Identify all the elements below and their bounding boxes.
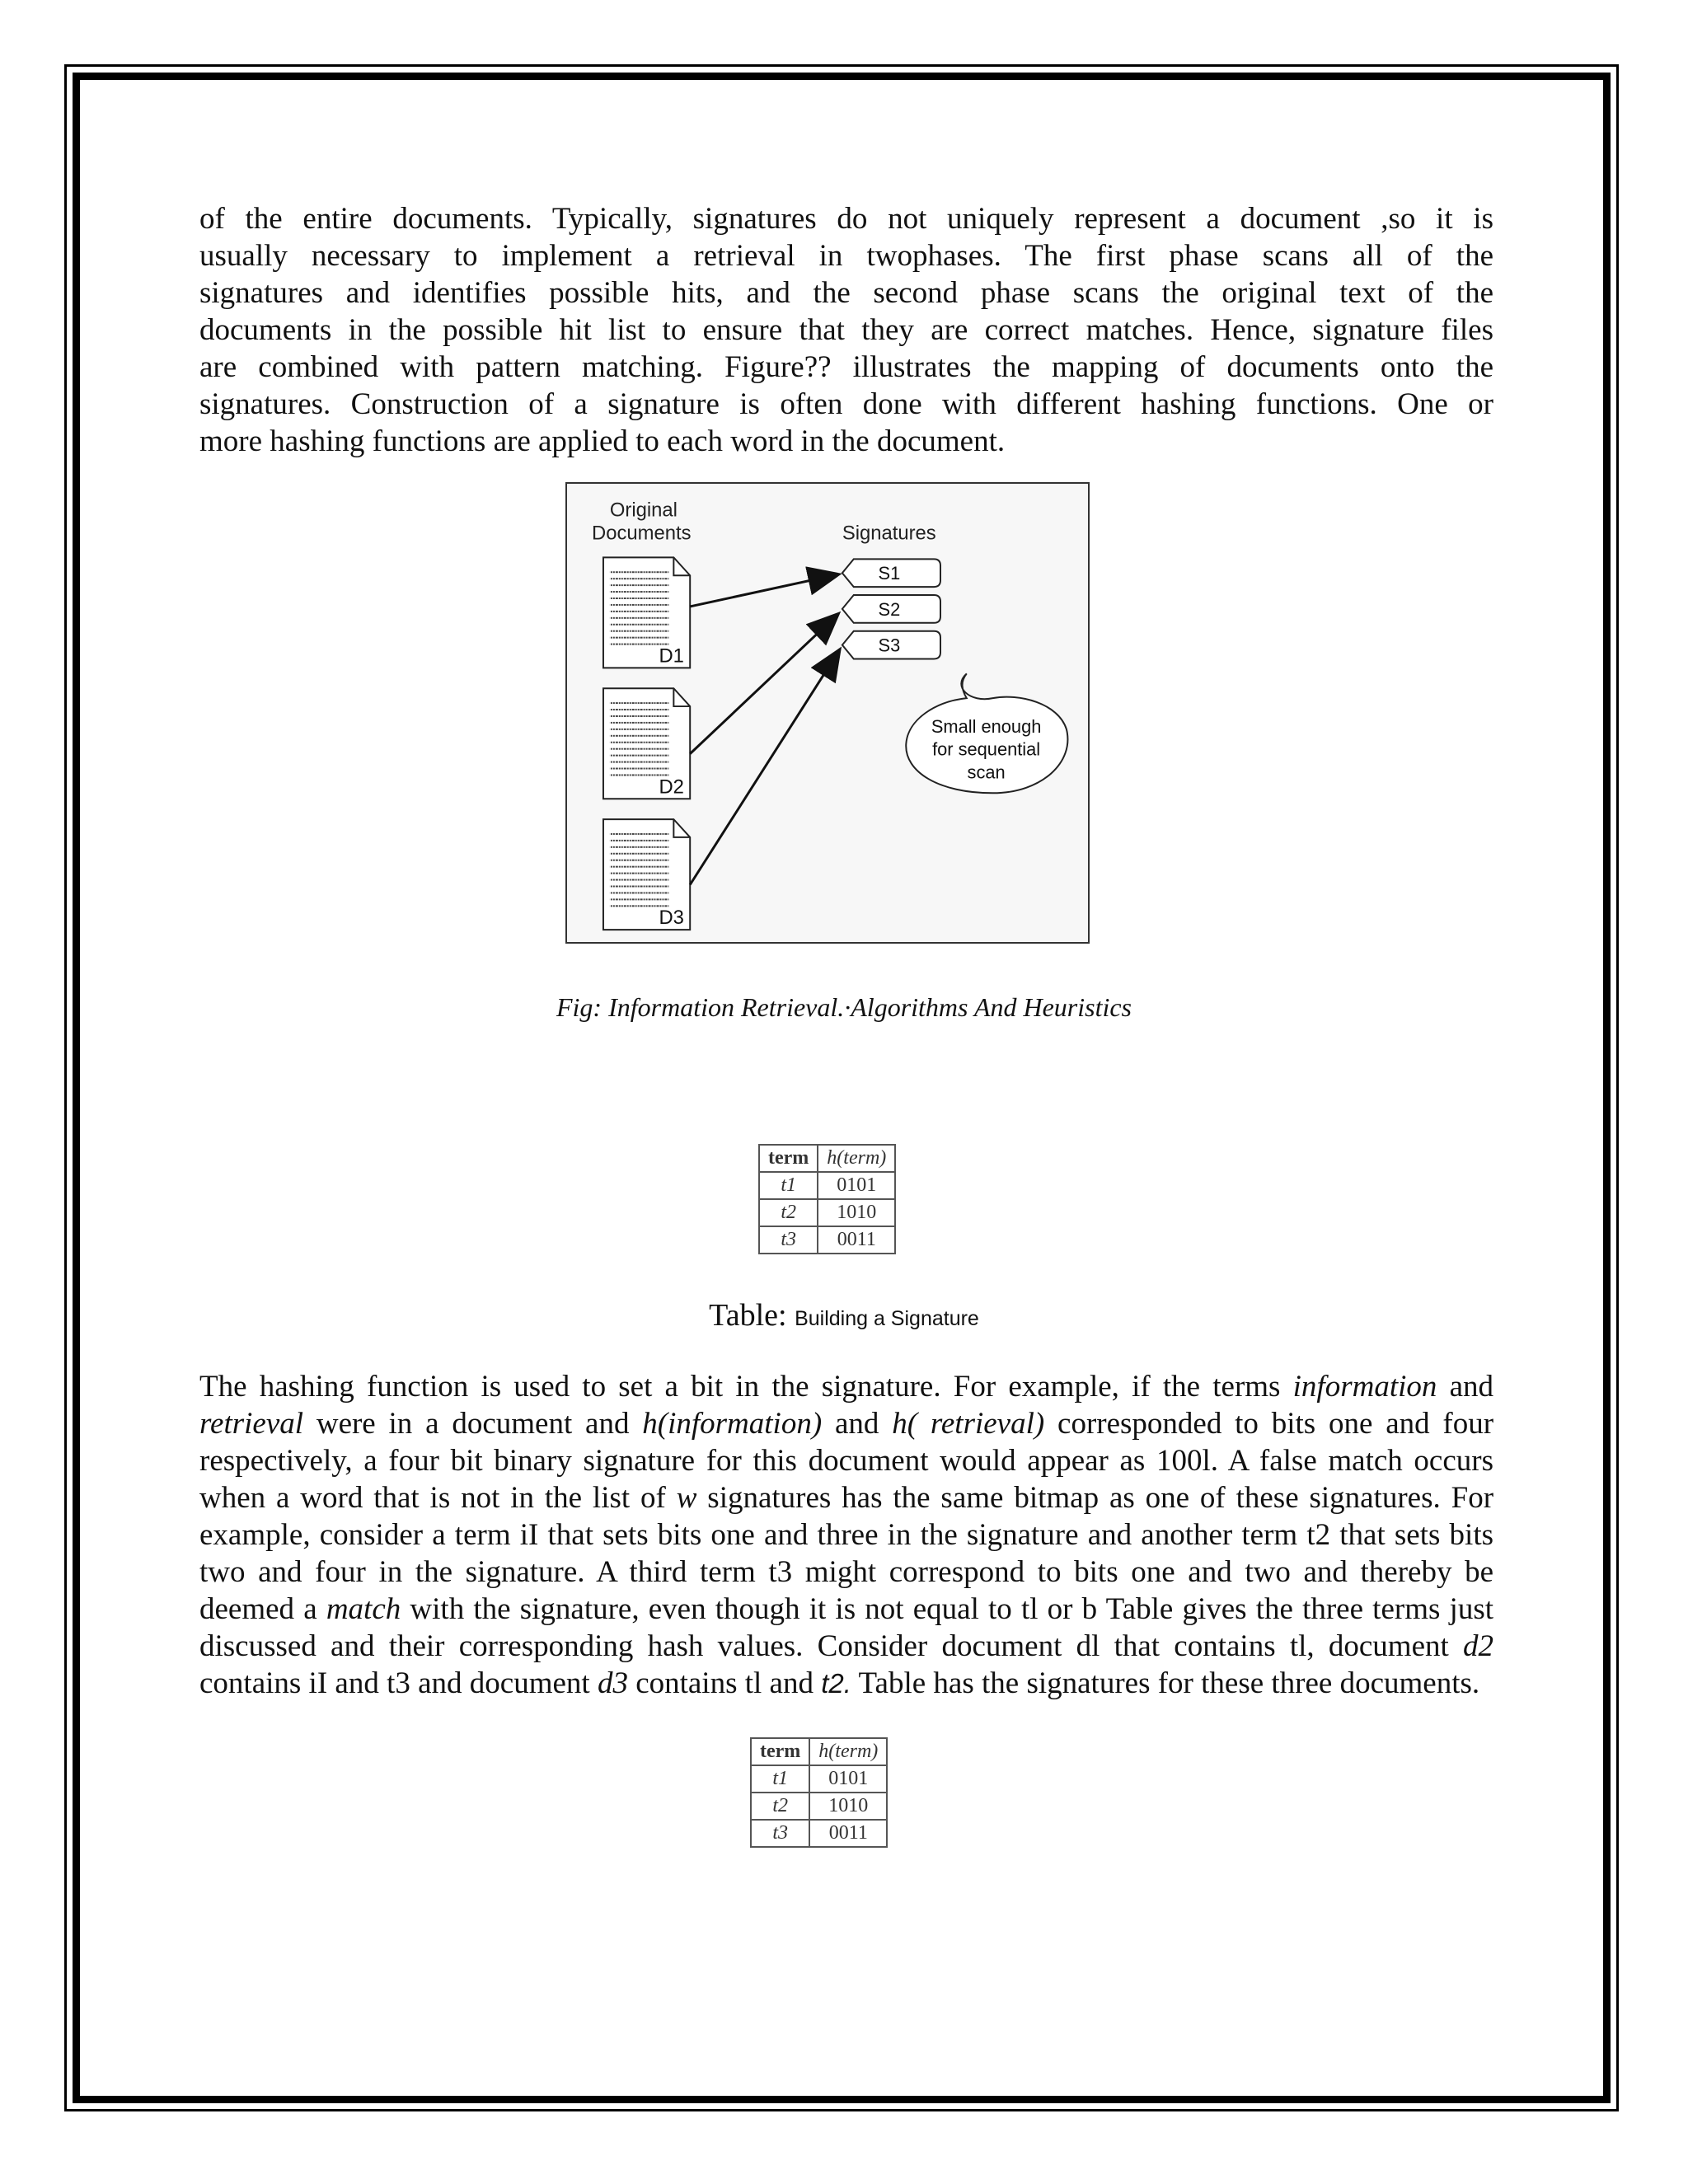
doc-label-d2: D2: [659, 776, 684, 799]
signature-box-s1: [842, 559, 940, 587]
arrow-d1-s1: [690, 574, 837, 607]
text-line: of the entire documents. Typically, signatures do not uniquely represent a document ,so it is: [199, 202, 1493, 236]
text-line: contains iI and t3 and document d3 contains tl and t2. Table has the signatures for these three documents.: [199, 1666, 1480, 1700]
table-cell: 0011: [809, 1820, 887, 1847]
text-line: documents in the possible hit list to ensure that they are correct matches. Hence, signature files: [199, 313, 1493, 347]
hash-table-1: [758, 1144, 896, 1254]
arrow-d3-s3: [690, 651, 839, 885]
text-line: are combined with pattern matching. Figure?? illustrates the mapping of documents onto the: [199, 350, 1493, 384]
text-line: usually necessary to implement a retrieval in twophases. The first phase scans all of the: [199, 239, 1493, 273]
signature-box-s3: [842, 631, 940, 659]
table-caption-prefix: Table:: [709, 1298, 787, 1333]
signature-mapping-figure: [565, 482, 1090, 944]
hash-table-2: [750, 1737, 888, 1848]
text-line: deemed a match with the signature, even though it is not equal to tl or b Table gives the three terms just: [199, 1592, 1494, 1626]
figure-heading-documents: Documents: [592, 522, 692, 545]
table-row: [751, 1793, 887, 1820]
table-header-row: [759, 1145, 895, 1172]
table-header-term: term: [759, 1145, 818, 1172]
text-line: retrieval were in a document and h(information) and h( retrieval) corresponded to bits one and four: [199, 1407, 1494, 1441]
table-row: [759, 1199, 895, 1226]
table-header-term: term: [751, 1738, 809, 1765]
table-caption-title: Building a Signature: [795, 1307, 979, 1330]
table-header-row: [751, 1738, 887, 1765]
paragraph-hashing: [199, 1368, 1493, 1702]
table-cell: t1: [751, 1765, 809, 1793]
bubble-line-2: for sequential: [932, 738, 1041, 760]
sig-label-s3: S3: [878, 635, 901, 656]
document-icon-d2: [603, 688, 690, 799]
table-cell: t3: [751, 1820, 809, 1847]
sig-label-s1: S1: [878, 563, 901, 584]
doc-label-d3: D3: [659, 907, 684, 930]
table-cell: 1010: [809, 1793, 887, 1820]
sig-label-s2: S2: [878, 598, 901, 620]
figure-caption: Fig: Information Retrieval.·Algorithms And Heuristics: [556, 992, 1132, 1022]
table-cell: t2: [751, 1793, 809, 1820]
callout-bubble: [906, 673, 1067, 793]
signature-box-s2: [842, 595, 940, 623]
doc-label-d1: D1: [659, 644, 684, 668]
text-line: example, consider a term iI that sets bits one and three in the signature and another term t2 that sets bits: [199, 1518, 1493, 1552]
paragraph-intro: [199, 200, 1493, 460]
text-line: signatures. Construction of a signature is often done with different hashing functions. One or: [199, 387, 1493, 421]
table-cell: 0101: [809, 1765, 887, 1793]
table-header-hterm: h(term): [809, 1738, 887, 1765]
document-icon-d1: [603, 557, 690, 668]
table-cell: t1: [759, 1172, 818, 1199]
text-line: discussed and their corresponding hash values. Consider document dl that contains tl, document d2: [199, 1629, 1494, 1663]
table-caption: [0, 1297, 1688, 1333]
bubble-line-1: Small enough: [931, 715, 1042, 737]
text-line: respectively, a four bit binary signature for this document would appear as 100l. A false match occurs: [199, 1444, 1493, 1478]
text-line: signatures and identifies possible hits, and the second phase scans the original text of the: [199, 276, 1493, 310]
text-line: The hashing function is used to set a bit in the signature. For example, if the terms information and: [199, 1370, 1494, 1404]
table-cell: 1010: [818, 1199, 895, 1226]
table-cell: 0101: [818, 1172, 895, 1199]
table-header-hterm: h(term): [818, 1145, 895, 1172]
figure-heading-signatures: Signatures: [842, 522, 936, 545]
arrow-d2-s2: [690, 615, 837, 754]
text-line: more hashing functions are applied to each word in the document.: [199, 424, 1006, 458]
document-icon-d3: [603, 819, 690, 930]
bubble-line-3: scan: [967, 762, 1006, 783]
table-cell: t3: [759, 1226, 818, 1254]
table-row: [759, 1172, 895, 1199]
table-row: [759, 1226, 895, 1254]
table-cell: t2: [759, 1199, 818, 1226]
text-line: two and four in the signature. A third term t3 might correspond to bits one and two and thereby be: [199, 1555, 1493, 1589]
text-line: when a word that is not in the list of w signatures has the same bitmap as one of these signatures. For: [199, 1481, 1494, 1515]
table-row: [751, 1820, 887, 1847]
table-row: [751, 1765, 887, 1793]
figure-heading-original: Original: [609, 499, 678, 522]
table-cell: 0011: [818, 1226, 895, 1254]
